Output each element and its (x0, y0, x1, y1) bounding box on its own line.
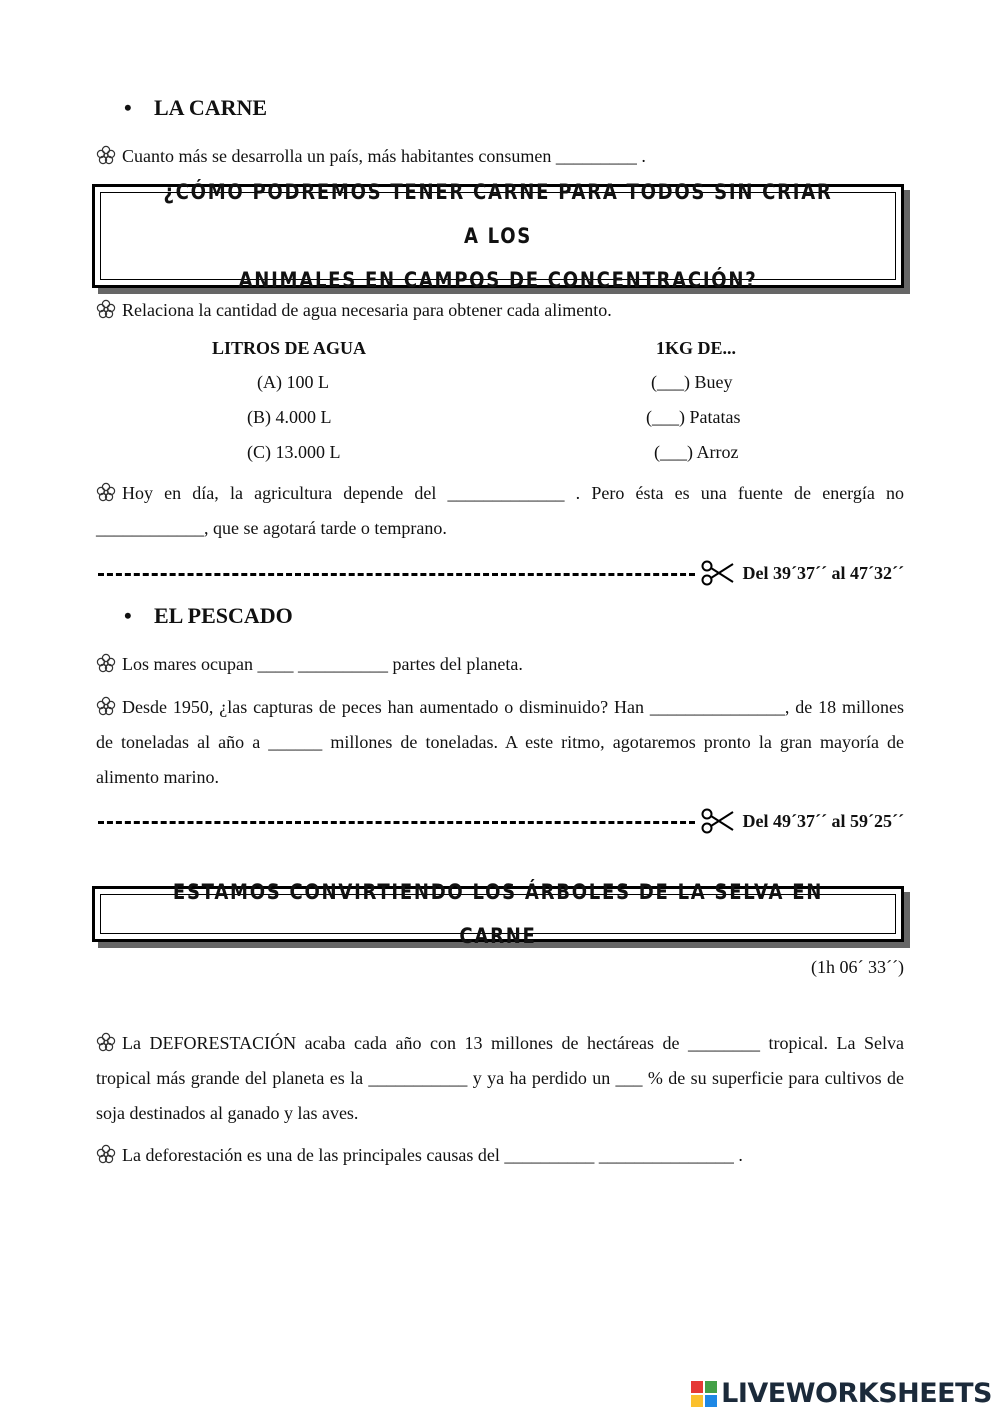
food-item-patatas: (___) Patatas (646, 407, 741, 427)
cut-line-2 (98, 806, 904, 836)
question-text: Los mares ocupan ____ __________ partes del planeta. (122, 654, 523, 674)
logo-square (691, 1381, 703, 1393)
food-item-buey: (___) Buey (651, 372, 733, 392)
timestamp: (1h 06´ 33´´) (811, 957, 904, 977)
logo-square (705, 1395, 717, 1407)
instruction-water (96, 299, 904, 321)
flower-icon (96, 696, 116, 716)
question-deforestation (96, 1026, 904, 1131)
bullet: • (124, 603, 132, 628)
dashed-line (98, 573, 695, 576)
scissors-icon (701, 808, 735, 834)
flower-icon (96, 145, 116, 165)
column-header-liters: LITROS DE AGUA (212, 338, 367, 358)
title-box-text (157, 870, 840, 958)
title-line-1: ESTAMOS CONVIRTIENDO LOS ÁRBOLES DE LA SELVA EN CARNE (172, 880, 824, 948)
cut-label: Del 39´37´´ al 47´32´´ (742, 562, 904, 583)
flower-icon (96, 653, 116, 673)
dashed-line (98, 821, 695, 824)
liters-option-c: (C) 13.000 L (247, 442, 341, 462)
instruction-text: Relaciona la cantidad de agua necesaria para obtener cada alimento. (122, 300, 612, 320)
question-agriculture (96, 476, 904, 546)
title-box-forest (92, 880, 904, 948)
question-text: La deforestación es una de las principales causas del __________ _______________ . (122, 1145, 743, 1165)
brand-watermark (691, 1378, 992, 1409)
column-header-food: 1KG DE... (656, 338, 737, 358)
title-box-text (157, 170, 840, 302)
flower-icon (96, 1144, 116, 1164)
brand-logo-icon (691, 1381, 717, 1407)
question-text: Hoy en día, la agricultura depende del _____________ . Pero ésta es una fuente de energía no ____________, que se agotará tarde o temprano. (96, 483, 904, 538)
title-box-meat (92, 180, 904, 292)
question-deforestation-cause (96, 1144, 904, 1166)
brand-name: LIVEWORKSHEETS (721, 1378, 992, 1409)
title-line-1: ¿CÓMO PODREMOS TENER CARNE PARA TODOS SIN CRIAR A LOS (163, 180, 833, 248)
question-text: La DEFORESTACIÓN acaba cada año con 13 millones de hectáreas de ________ tropical. La Selva tropical más grande del planeta es la ___________ y ya ha perdido un ___ % de su superficie para cultivos de soja destinados al ganado y las aves. (96, 1033, 904, 1123)
section-heading-fish (124, 603, 293, 629)
question-seas (96, 653, 904, 675)
logo-square (705, 1381, 717, 1393)
question-meat-consumption (96, 145, 904, 167)
logo-square (691, 1395, 703, 1407)
question-text: Cuanto más se desarrolla un país, más habitantes consumen _________ . (122, 146, 646, 166)
flower-icon (96, 299, 116, 319)
flower-icon (96, 482, 116, 502)
title-line-2: ANIMALES EN CAMPOS DE CONCENTRACIÓN? (238, 268, 758, 292)
food-item-arroz: (___) Arroz (654, 442, 739, 462)
liters-option-b: (B) 4.000 L (247, 407, 332, 427)
question-fishing (96, 690, 904, 795)
section-title: EL PESCADO (154, 603, 293, 628)
scissors-icon (701, 560, 735, 586)
cut-line-1 (98, 558, 904, 588)
section-title: LA CARNE (154, 95, 268, 120)
cut-label: Del 49´37´´ al 59´25´´ (742, 810, 904, 831)
section-heading-meat (124, 95, 267, 121)
question-text: Desde 1950, ¿las capturas de peces han aumentado o disminuido? Han _______________, de 18 millones de toneladas al año a ______ millones de toneladas. A este ritmo, agotaremos pronto la gran mayoría de alimento marino. (96, 697, 904, 787)
liters-option-a: (A) 100 L (257, 372, 329, 392)
flower-icon (96, 1032, 116, 1052)
bullet: • (124, 95, 132, 120)
